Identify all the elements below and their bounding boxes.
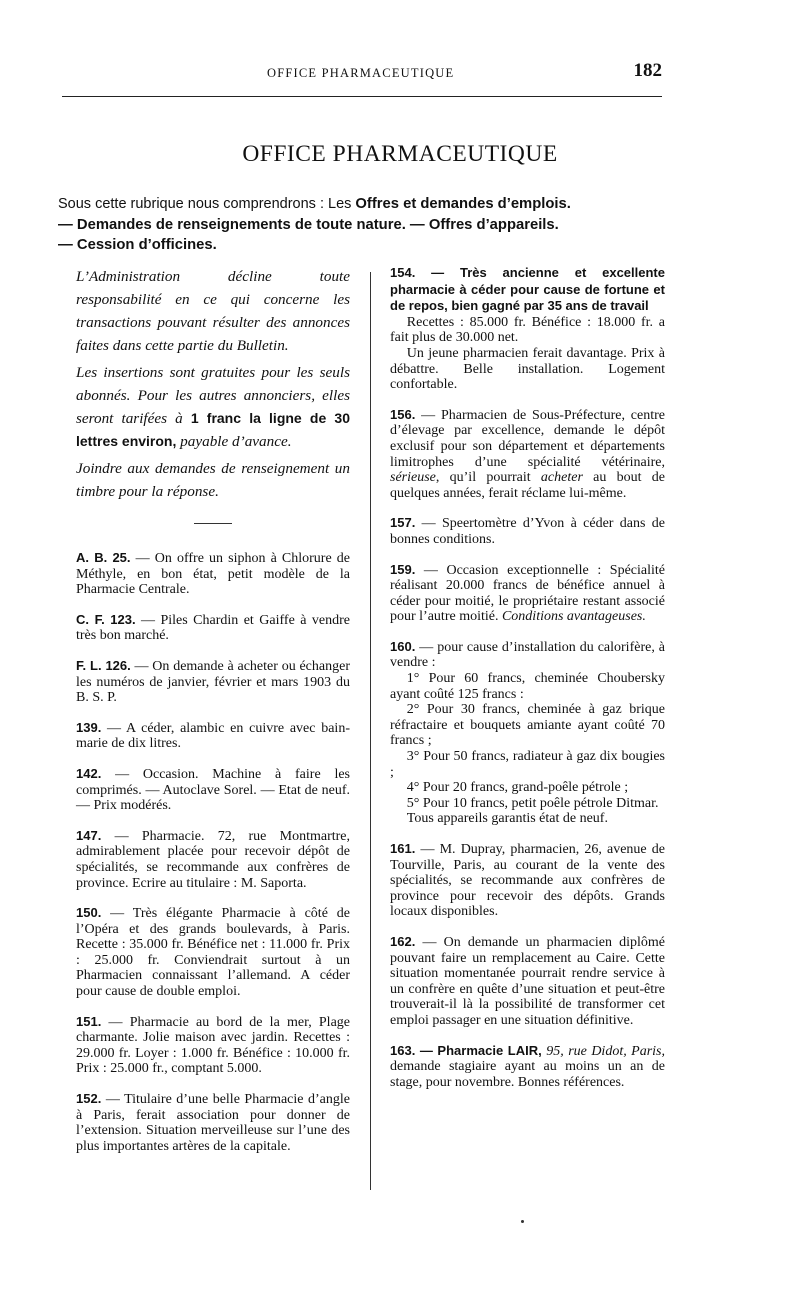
listing-line: Un jeune pharmacien ferait davantage. Prix à débattre. Belle installation. Logement confortable. bbox=[390, 345, 665, 393]
listing-number: 147. bbox=[76, 827, 102, 843]
listing-text: — On offre un siphon à Chlorure de Méthyle, en bon état, petit modèle de la Pharmacie Centrale. bbox=[76, 551, 351, 598]
listing-bold-text: — Pharmacie LAIR, bbox=[415, 1042, 547, 1058]
listing-text: — Occasion. Machine à faire les comprimés. — Autoclave Sorel. — Etat de neuf. — Prix modérés. bbox=[76, 766, 350, 814]
listing-text: — A céder, alambic en cuivre avec bain-marie de dix litres. bbox=[76, 720, 350, 752]
column-divider bbox=[370, 272, 371, 1190]
listing-142 bbox=[76, 766, 350, 814]
intro-line-3: — Cession d’officines. bbox=[58, 237, 217, 253]
listing-number: 151. bbox=[76, 1013, 102, 1029]
listing-italic: acheter bbox=[540, 470, 583, 486]
admin-p2-bold: 1 franc la ligne de 30 lettres environ, bbox=[76, 410, 350, 449]
listing-154 bbox=[390, 265, 665, 393]
admin-p2-end: payable d’avance. bbox=[176, 433, 292, 450]
left-column bbox=[76, 265, 350, 1168]
listing-number: F. L. 126. bbox=[76, 657, 131, 673]
listing-number: 163. bbox=[390, 1042, 416, 1058]
listing-number: 160. bbox=[390, 638, 416, 654]
listing-161 bbox=[390, 841, 665, 920]
listing-number: 159. bbox=[390, 561, 416, 577]
listing-number: 156. bbox=[390, 406, 416, 422]
listing-text: — Pharmacie. 72, rue Montmartre, admirablement placée pour recevoir dépôt de spécialités, se recommande aux confrères de province. Ecrire au titulaire : M. Saporta. bbox=[76, 828, 350, 891]
listing-163 bbox=[390, 1043, 665, 1091]
intro-line-1-bold: Offres et demandes d’emplois. bbox=[355, 196, 571, 212]
listing-152 bbox=[76, 1091, 350, 1154]
page-number: 182 bbox=[633, 60, 662, 81]
print-speck bbox=[521, 1220, 524, 1223]
listing-147 bbox=[76, 828, 350, 891]
admin-notice bbox=[76, 265, 350, 503]
listing-italic: 95, rue Didot, Paris, bbox=[546, 1043, 666, 1059]
running-head bbox=[62, 62, 662, 92]
listing-150 bbox=[76, 905, 350, 1000]
intro-line-1: Sous cette rubrique nous comprendrons : Les bbox=[58, 196, 356, 212]
listing-text: — Speertomètre d’Yvon à céder dans de bonnes conditions. bbox=[390, 516, 665, 547]
listing-number: 157. bbox=[390, 515, 416, 531]
listing-line: 3° Pour 50 francs, radiateur à gaz dix bougies ; bbox=[390, 749, 665, 780]
listing-text: — Titulaire d’une belle Pharmacie d’angle à Paris, ferait association pour donner de l’extension. Situation merveilleuse sur l’une des plus importantes artères de la capitale. bbox=[76, 1092, 350, 1154]
listing-text: — M. Dupray, pharmacien, 26, avenue de Tourville, Paris, au courant de la vente des spécialités, se recommande aux confrères de province pour recevoir des dépôts. Grands locaux disponibles. bbox=[390, 842, 665, 920]
listing-text: demande stagiaire ayant au moins un an de stage, pour novembre. Bonnes références. bbox=[390, 1059, 665, 1090]
listing-160 bbox=[390, 639, 665, 827]
header-rule bbox=[62, 96, 662, 97]
listing-text: — Occasion exceptionnelle : Spécialité réalisant 20.000 francs de bénéfice annuel à céder pour moitié, le propriétaire restant associé pour l’autre moitié. bbox=[390, 562, 665, 625]
intro-paragraph bbox=[58, 194, 670, 256]
listing-number: 142. bbox=[76, 765, 102, 781]
listing-text: , qu’il pourrait bbox=[435, 470, 541, 486]
listing-number: 150. bbox=[76, 905, 102, 921]
listing-cf123 bbox=[76, 612, 350, 644]
listing-text: — Très élégante Pharmacie à côté de l’Opéra et des grands boulevards, à Paris. Recette : 35.000 fr. Bénéfice net : 11.000 fr. Prix : 25.000 fr. Conviendrait surtout à un Pharmacien connaissant l’allemand. A céder pour cause de double emploi. bbox=[76, 906, 350, 1000]
listing-number: 154. bbox=[390, 265, 416, 280]
listing-line: Tous appareils garantis état de neuf. bbox=[406, 811, 608, 827]
listing-line: Recettes : 85.000 fr. Bénéfice : 18.000 fr. a fait plus de 30.000 net. bbox=[390, 314, 665, 346]
listing-text: au bout de quelques années, ferait réclame lui-même. bbox=[390, 470, 665, 501]
listing-number: 161. bbox=[390, 841, 416, 856]
listing-number: 139. bbox=[76, 719, 102, 735]
listing-fl126 bbox=[76, 658, 350, 706]
listing-ab25 bbox=[76, 550, 350, 598]
listing-151 bbox=[76, 1014, 350, 1077]
listing-text: — pour cause d’installation du calorifère, à vendre : bbox=[390, 639, 665, 671]
listing-italic: sérieuse bbox=[390, 470, 436, 486]
listing-line: 4° Pour 20 francs, grand-poêle pétrole ; bbox=[406, 780, 629, 796]
listing-text: — Piles Chardin et Gaiffe à vendre très bon marché. bbox=[76, 612, 350, 644]
admin-paragraph-1: L’Administration décline toute responsabilité en ce qui concerne les transactions pouvant résulter des annonces faites dans cette partie du Bulletin. bbox=[76, 268, 350, 354]
listing-157 bbox=[390, 515, 665, 547]
listing-139 bbox=[76, 720, 350, 752]
listing-number: C. F. 123. bbox=[76, 611, 136, 627]
right-column bbox=[390, 265, 665, 1104]
running-title: OFFICE PHARMACEUTIQUE bbox=[267, 66, 455, 80]
listing-italic: Conditions avantageuses. bbox=[501, 609, 646, 625]
admin-paragraph-2 bbox=[76, 361, 350, 453]
admin-paragraph-3: Joindre aux demandes de renseignement un timbre pour la réponse. bbox=[76, 460, 350, 500]
listing-text: — On demande un pharmacien diplômé pouvant faire un remplacement au Caire. Cette situation momentanée pourrait rendre service à un confrère en quête d’une situation et peut-être trouverait-il là la possibilité de transformer cet emploi passager en une situation définitive. bbox=[390, 934, 665, 1028]
listing-text: — Pharmacie au bord de la mer, Plage charmante. Jolie maison avec jardin. Recettes : 29.000 fr. Loyer : 1.000 fr. Bénéfice : 10.000 fr. Prix : 25.000 fr., comptant 5.000. bbox=[76, 1014, 350, 1077]
listing-162 bbox=[390, 934, 665, 1029]
listing-text: — Pharmacien de Sous-Préfecture, centre d’élevage par excellence, demande le dépôt exclusif pour son département et départements limitrophes d’une spécialité vétérinaire, bbox=[390, 407, 665, 470]
listing-text: — On demande à acheter ou échanger les numéros de janvier, février et mars 1903 du B. S. P. bbox=[76, 658, 350, 706]
listing-line: 5° Pour 10 francs, petit poêle pétrole Ditmar. bbox=[406, 795, 659, 811]
listing-159 bbox=[390, 562, 665, 625]
admin-p2-text: Les insertions sont gratuites pour les seuls abonnés. Pour les autres annonciers, elles seront tarifées à bbox=[76, 364, 350, 427]
listing-number: 162. bbox=[390, 933, 416, 949]
listing-number: A. B. 25. bbox=[76, 550, 131, 565]
page-title: OFFICE PHARMACEUTIQUE bbox=[242, 141, 558, 167]
listing-bold-text: — Très ancienne et excellente pharmacie à céder pour cause de fortune et de repos, bien gagné par 35 ans de travail bbox=[390, 265, 665, 314]
listing-number: 152. bbox=[76, 1091, 102, 1107]
intro-line-2: — Demandes de renseignements de toute nature. — Offres d’appareils. bbox=[58, 216, 559, 233]
listing-156 bbox=[390, 407, 665, 502]
listing-line: 2° Pour 30 francs, cheminée à gaz brique réfractaire et bouquets amiante ayant coûté 70 francs ; bbox=[390, 702, 665, 749]
listing-line: 1° Pour 60 francs, cheminée Choubersky ayant coûté 125 francs : bbox=[390, 671, 665, 702]
section-separator bbox=[194, 523, 232, 524]
